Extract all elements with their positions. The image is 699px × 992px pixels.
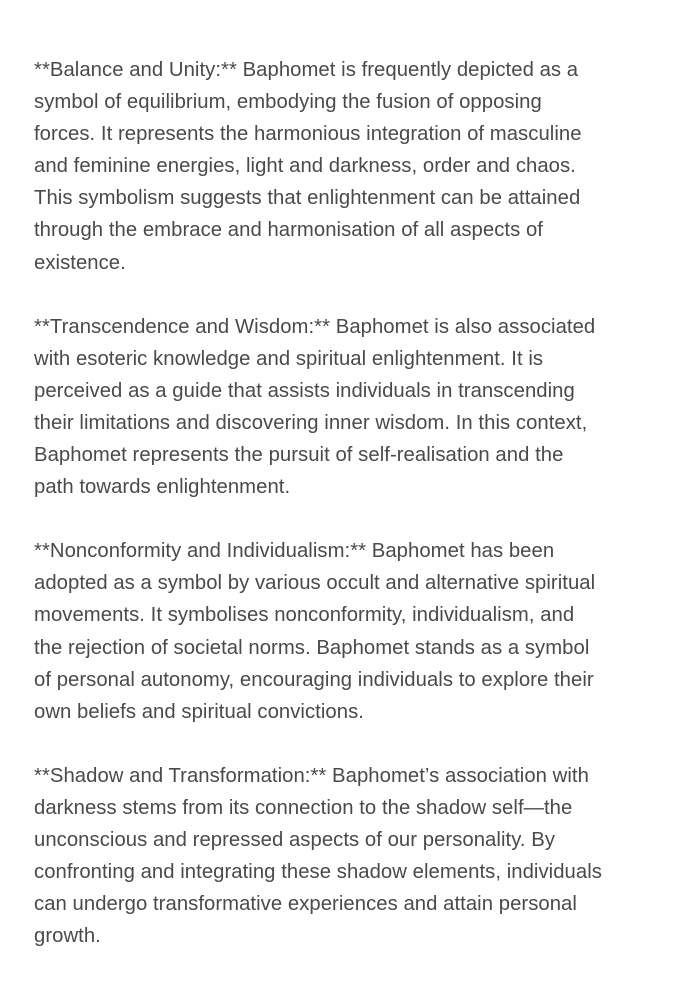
paragraph-shadow-and-transformation: **Shadow and Transformation:** Baphomet’s association with darkness stems from its connection to the shadow self—the unconscious and repressed aspects of our personality. By confronting and integrating these shadow elements, individuals can undergo transformative experiences and attain personal growth. xyxy=(34,764,602,948)
paragraph-transcendence-and-wisdom: **Transcendence and Wisdom:** Baphomet is also associated with esoteric knowledge and spiritual enlightenment. It is perceived as a guide that assists individuals in transcending their limitations and discovering inner wisdom. In this context, Baphomet represents the pursuit of self-realisation and the path towards enlightenment. xyxy=(34,315,596,499)
paragraph-balance-and-unity: **Balance and Unity:** Baphomet is frequently depicted as a symbol of equilibrium, embodying the fusion of opposing forces. It represents the harmonious integration of masculine and feminine energies, light and darkness, order and chaos. This symbolism suggests that enlightenment can be attained through the embrace and harmonisation of all aspects of existence. xyxy=(34,59,582,274)
paragraph-nonconformity-and-individualism: **Nonconformity and Individualism:** Baphomet has been adopted as a symbol by various occult and alternative spiritual movements. It symbolises nonconformity, individualism, and the rejection of societal norms. Baphomet stands as a symbol of personal autonomy, encouraging individuals to explore their own beliefs and spiritual convictions. xyxy=(34,540,596,723)
message-body xyxy=(34,54,674,984)
